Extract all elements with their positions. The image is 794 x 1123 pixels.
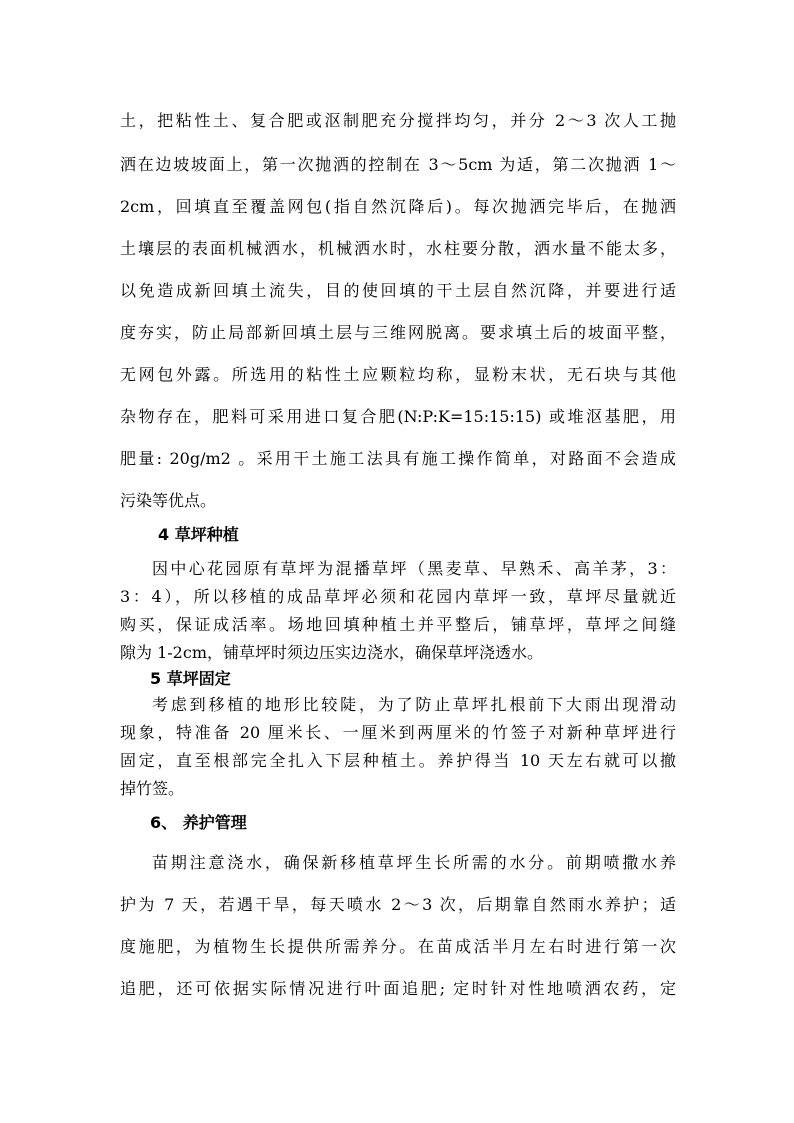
- text-line: 度施肥，为植物生长提供所需养分。在苗成活半月左右时进行第一次: [120, 937, 676, 956]
- text-line: 追肥，还可依据实际情况进行叶面追肥; 定时针对性地喷洒农药，定: [120, 979, 676, 998]
- text-line: 掉竹签。: [120, 779, 185, 798]
- text-line: 护为 7 天，若遇干旱，每天喷水 2～3 次，后期靠自然雨水养护；适: [120, 895, 676, 914]
- text-line: 以免造成新回填土流失，目的使回填的干土层自然沉降，并要进行适: [120, 281, 676, 300]
- text-line: 度夯实，防止局部新回填土层与三维网脱离。要求填土后的坡面平整，: [120, 323, 676, 342]
- text-line: 因中心花园原有草坪为混播草坪（黑麦草、早熟禾、高羊茅，3：: [152, 559, 676, 578]
- text-line: 肥量: 20g/m2 。采用干土施工法具有施工操作简单，对路面不会造成: [120, 449, 676, 468]
- text-line: 现象，特准备 20 厘米长、一厘米到两厘米的竹签子对新种草坪进行: [120, 723, 676, 742]
- text-line: 隙为 1-2cm，铺草坪时须边压实边浇水，确保草坪浇透水。: [120, 643, 543, 662]
- text-line: 土壤层的表面机械洒水，机械洒水时，水柱要分散，洒水量不能太多，: [120, 239, 676, 258]
- text-line: 洒在边坡坡面上，第一次抛洒的控制在 3～5cm 为适，第二次抛洒 1～: [120, 155, 676, 174]
- text-line: 固定，直至根部完全扎入下层种植土。养护得当 10 天左右就可以撤: [120, 751, 676, 770]
- text-line: 无网包外露。所选用的粘性土应颗粒均称，显粉末状，无石块与其他: [120, 365, 676, 384]
- text-line: 苗期注意浇水，确保新移植草坪生长所需的水分。前期喷撒水养: [152, 853, 676, 872]
- text-line: 3：4），所以移植的成品草坪必须和花园内草坪一致，草坪尽量就近: [120, 587, 676, 606]
- section-heading-lawn-fixing: 5 草坪固定: [150, 669, 231, 688]
- section-heading-lawn-planting: 4 草坪种植: [158, 525, 239, 544]
- text-line: 2cm，回填直至覆盖网包(指自然沉降后)。每次抛洒完毕后，在抛洒: [120, 197, 676, 216]
- text-line: 考虑到移植的地形比较陡，为了防止草坪扎根前下大雨出现滑动: [152, 695, 676, 714]
- text-line: 污染等优点。: [120, 491, 217, 510]
- text-line: 购买，保证成活率。场地回填种植土并平整后，铺草坪，草坪之间缝: [120, 615, 676, 634]
- text-line: 杂物存在，肥料可采用进口复合肥(N:P:K=15:15:15) 或堆沤基肥，用: [120, 407, 676, 426]
- section-heading-maintenance: 6、 养护管理: [150, 813, 247, 832]
- text-line: 土，把粘性土、复合肥或沤制肥充分搅拌均匀，并分 2～3 次人工抛: [120, 111, 676, 130]
